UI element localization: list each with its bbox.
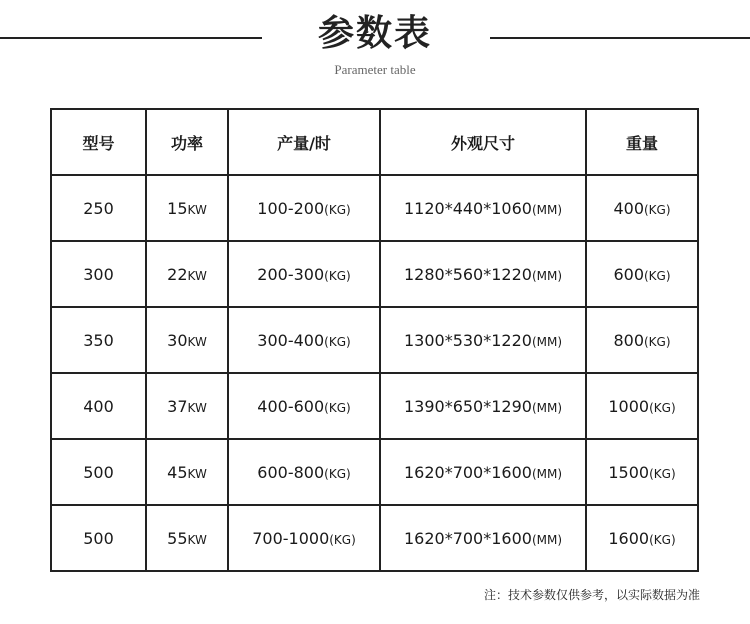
cell-size	[380, 307, 586, 373]
size-value: 1300*530*1220	[403, 330, 532, 350]
cell-weight	[586, 439, 698, 505]
cell-weight	[586, 241, 698, 307]
output-value: 100-200	[257, 198, 325, 218]
weight-unit: (KG)	[644, 268, 671, 283]
model-value: 350	[83, 330, 114, 350]
cell-size	[380, 373, 586, 439]
cell-model	[51, 373, 146, 439]
size-value: 1620*700*1600	[403, 528, 532, 548]
power-unit: KW	[187, 334, 207, 349]
column-header-weight: 重量	[586, 109, 698, 175]
size-unit: (MM)	[531, 400, 563, 415]
size-unit: (MM)	[531, 532, 563, 547]
cell-output	[228, 241, 380, 307]
size-unit: (MM)	[531, 334, 563, 349]
table-row	[51, 439, 698, 505]
output-unit: (KG)	[324, 400, 351, 415]
table-row	[51, 373, 698, 439]
cell-model	[51, 175, 146, 241]
cell-power	[146, 505, 228, 571]
size-value: 1390*650*1290	[403, 396, 532, 416]
model-value: 250	[83, 198, 114, 218]
weight-value: 1500	[608, 462, 650, 482]
cell-size	[380, 505, 586, 571]
table-row	[51, 307, 698, 373]
output-unit: (KG)	[329, 532, 356, 547]
weight-unit: (KG)	[649, 400, 676, 415]
output-value: 300-400	[257, 330, 325, 350]
power-unit: KW	[187, 466, 207, 481]
size-value: 1280*560*1220	[403, 264, 532, 284]
weight-unit: (KG)	[649, 532, 676, 547]
size-value: 1120*440*1060	[403, 198, 532, 218]
size-unit: (MM)	[531, 268, 563, 283]
cell-output	[228, 175, 380, 241]
cell-power	[146, 439, 228, 505]
weight-value: 600	[613, 264, 644, 284]
cell-size	[380, 241, 586, 307]
power-value: 37	[167, 396, 188, 416]
table-row	[51, 175, 698, 241]
cell-size	[380, 175, 586, 241]
power-unit: KW	[187, 400, 207, 415]
weight-value: 1600	[608, 528, 650, 548]
cell-model	[51, 241, 146, 307]
output-unit: (KG)	[324, 268, 351, 283]
page-title: 参数表	[317, 13, 432, 54]
cell-output	[228, 373, 380, 439]
parameter-table	[50, 108, 699, 572]
size-value: 1620*700*1600	[403, 462, 532, 482]
column-header-power: 功率	[146, 109, 228, 175]
cell-power	[146, 307, 228, 373]
weight-unit: (KG)	[649, 466, 676, 481]
size-unit: (MM)	[531, 466, 563, 481]
output-value: 600-800	[257, 462, 325, 482]
cell-power	[146, 373, 228, 439]
output-value: 200-300	[257, 264, 325, 284]
model-value: 400	[83, 396, 114, 416]
column-header-output: 产量/时	[228, 109, 380, 175]
page-subtitle: Parameter table	[334, 62, 416, 77]
power-unit: KW	[187, 202, 207, 217]
cell-model	[51, 307, 146, 373]
output-value: 400-600	[257, 396, 325, 416]
cell-model	[51, 505, 146, 571]
weight-unit: (KG)	[644, 334, 671, 349]
table-row	[51, 505, 698, 571]
output-unit: (KG)	[324, 202, 351, 217]
cell-output	[228, 439, 380, 505]
cell-output	[228, 307, 380, 373]
weight-value: 1000	[608, 396, 650, 416]
cell-output	[228, 505, 380, 571]
cell-weight	[586, 505, 698, 571]
cell-weight	[586, 373, 698, 439]
output-unit: (KG)	[324, 466, 351, 481]
power-value: 15	[167, 198, 188, 218]
power-value: 30	[167, 330, 188, 350]
weight-value: 800	[613, 330, 644, 350]
cell-model	[51, 439, 146, 505]
weight-unit: (KG)	[644, 202, 671, 217]
output-value: 700-1000	[252, 528, 330, 548]
cell-power	[146, 175, 228, 241]
cell-weight	[586, 307, 698, 373]
cell-size	[380, 439, 586, 505]
power-unit: KW	[187, 532, 207, 547]
table-header-row	[51, 109, 698, 175]
cell-weight	[586, 175, 698, 241]
size-unit: (MM)	[531, 202, 563, 217]
power-value: 55	[167, 528, 188, 548]
cell-power	[146, 241, 228, 307]
footnote: 注：技术参数仅供参考，以实际数据为准	[483, 588, 700, 602]
power-unit: KW	[187, 268, 207, 283]
model-value: 500	[83, 528, 114, 548]
model-value: 500	[83, 462, 114, 482]
weight-value: 400	[613, 198, 644, 218]
power-value: 45	[167, 462, 188, 482]
column-header-model: 型号	[51, 109, 146, 175]
model-value: 300	[83, 264, 114, 284]
column-header-size: 外观尺寸	[380, 109, 586, 175]
table-row	[51, 241, 698, 307]
output-unit: (KG)	[324, 334, 351, 349]
power-value: 22	[167, 264, 188, 284]
